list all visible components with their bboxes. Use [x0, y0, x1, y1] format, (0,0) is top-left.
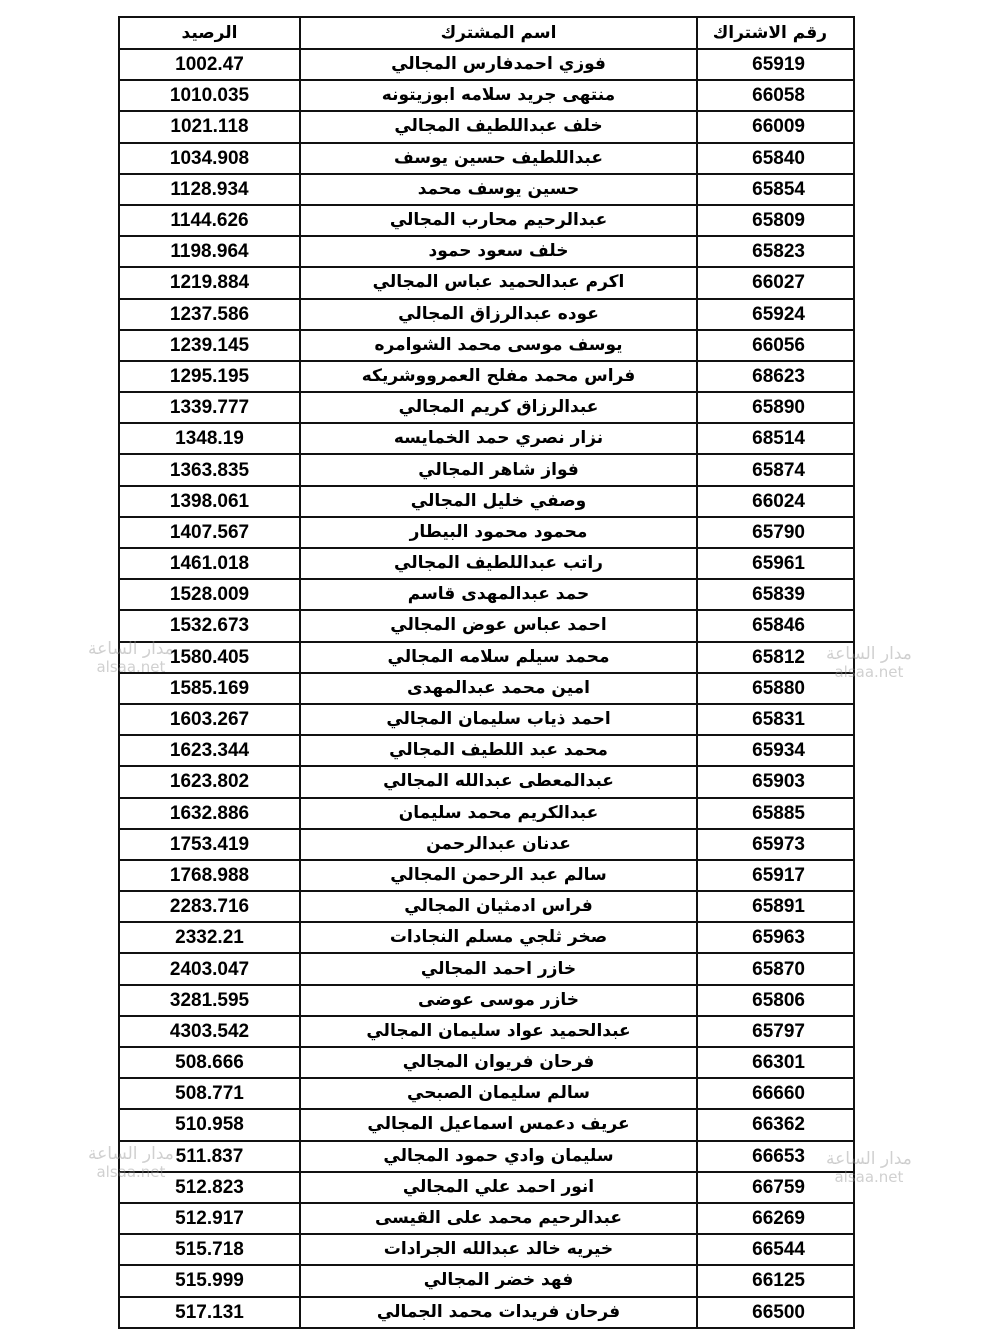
- subscription-number-cell: 66301: [697, 1047, 854, 1078]
- balance-cell: 1461.018: [119, 548, 300, 579]
- subscriber-name-cell: فراس محمد مفلح العمرووشريكه: [300, 361, 697, 392]
- balance-cell: 1010.035: [119, 80, 300, 111]
- subscriber-name-cell: محمود محمود البيطار: [300, 517, 697, 548]
- balance-cell: 1363.835: [119, 454, 300, 485]
- balance-cell: 1339.777: [119, 392, 300, 423]
- subscription-number-cell: 65885: [697, 798, 854, 829]
- subscription-number-cell: 65934: [697, 735, 854, 766]
- balance-cell: 1295.195: [119, 361, 300, 392]
- table-row: [119, 579, 854, 610]
- subscriber-name-cell: فواز شاهر المجالي: [300, 454, 697, 485]
- subscription-number-cell: 65924: [697, 299, 854, 330]
- subscription-number-cell: 68514: [697, 423, 854, 454]
- subscription-number-cell: 65812: [697, 642, 854, 673]
- subscription-number-cell: 65854: [697, 174, 854, 205]
- subscription-number-cell: 65880: [697, 673, 854, 704]
- table-row: [119, 174, 854, 205]
- subscriber-name-cell: خلف عبداللطيف المجالي: [300, 111, 697, 142]
- subscriber-name-cell: محمد سيلم سلامه المجالي: [300, 642, 697, 673]
- subscription-number-cell: 65823: [697, 236, 854, 267]
- table-row: [119, 423, 854, 454]
- subscription-number-cell: 65790: [697, 517, 854, 548]
- subscriber-name-cell: انور احمد علي المجالي: [300, 1172, 697, 1203]
- table-row: [119, 891, 854, 922]
- subscriber-name-cell: محمد عبد اللطيف المجالي: [300, 735, 697, 766]
- subscription-number-cell: 66660: [697, 1078, 854, 1109]
- subscriber-name-cell: عبدالكريم محمد سليمان: [300, 798, 697, 829]
- subscriber-name-cell: احمد ذياب سليمان المجالي: [300, 704, 697, 735]
- subscriber-name-cell: عبدالرحيم محارب المجالي: [300, 205, 697, 236]
- balance-cell: 4303.542: [119, 1016, 300, 1047]
- subscriber-name-cell: عبداللطيف حسين يوسف: [300, 143, 697, 174]
- table-row: [119, 299, 854, 330]
- table-row: [119, 1047, 854, 1078]
- table-row: [119, 985, 854, 1016]
- table-row: [119, 1297, 854, 1328]
- subscription-number-cell: 65917: [697, 860, 854, 891]
- subscriber-name-cell: وصفي خليل المجالي: [300, 486, 697, 517]
- table-row: [119, 267, 854, 298]
- balance-cell: 512.917: [119, 1203, 300, 1234]
- table-row: [119, 392, 854, 423]
- subscription-number-cell: 66024: [697, 486, 854, 517]
- table-row: [119, 143, 854, 174]
- subscribers-table: [118, 16, 855, 1329]
- watermark-arabic: مدار الساعة: [88, 639, 174, 659]
- balance-cell: 1034.908: [119, 143, 300, 174]
- subscriber-name-cell: منتهى جريد سلامه ابوزيتونه: [300, 80, 697, 111]
- subscription-number-cell: 66500: [697, 1297, 854, 1328]
- table-row: [119, 330, 854, 361]
- watermark-latin: alsaa.net: [96, 658, 166, 676]
- table-row: [119, 454, 854, 485]
- subscription-number-cell: 65891: [697, 891, 854, 922]
- balance-cell: 1198.964: [119, 236, 300, 267]
- subscriber-name-cell: عبدالرحيم محمد على القيسى: [300, 1203, 697, 1234]
- subscription-number-cell: 65846: [697, 610, 854, 641]
- balance-cell: 1532.673: [119, 610, 300, 641]
- subscriber-name-cell: راتب عبداللطيف المجالي: [300, 548, 697, 579]
- subscription-number-cell: 65797: [697, 1016, 854, 1047]
- balance-cell: 517.131: [119, 1297, 300, 1328]
- subscriber-name-cell: سليمان وادي حمود المجالي: [300, 1141, 697, 1172]
- table-row: [119, 205, 854, 236]
- subscription-number-cell: 66759: [697, 1172, 854, 1203]
- table-header-row: [119, 17, 854, 49]
- balance-cell: 1407.567: [119, 517, 300, 548]
- subscription-number-cell: 66653: [697, 1141, 854, 1172]
- table-row: [119, 798, 854, 829]
- table-row: [119, 1234, 854, 1265]
- balance-cell: 1398.061: [119, 486, 300, 517]
- subscription-number-cell: 65874: [697, 454, 854, 485]
- balance-cell: 1021.118: [119, 111, 300, 142]
- balance-cell: 512.823: [119, 1172, 300, 1203]
- subscriber-name-cell: فراس ادمثيان المجالي: [300, 891, 697, 922]
- balance-cell: 1623.344: [119, 735, 300, 766]
- subscription-number-cell: 65840: [697, 143, 854, 174]
- balance-cell: 2332.21: [119, 922, 300, 953]
- balance-cell: 2403.047: [119, 953, 300, 984]
- balance-cell: 1237.586: [119, 299, 300, 330]
- subscriber-name-cell: خلف سعود حمود: [300, 236, 697, 267]
- subscriber-name-cell: عدنان عبدالرحمن: [300, 829, 697, 860]
- balance-cell: 1603.267: [119, 704, 300, 735]
- subscription-number-cell: 65919: [697, 49, 854, 80]
- balance-cell: 1528.009: [119, 579, 300, 610]
- subscription-number-cell: 66125: [697, 1265, 854, 1296]
- balance-cell: 1623.802: [119, 766, 300, 797]
- subscriber-name-cell: يوسف موسى محمد الشوامره: [300, 330, 697, 361]
- table-row: [119, 1203, 854, 1234]
- balance-cell: 508.666: [119, 1047, 300, 1078]
- subscription-number-cell: 66056: [697, 330, 854, 361]
- table-body: [119, 49, 854, 1328]
- table-row: [119, 236, 854, 267]
- balance-cell: 515.999: [119, 1265, 300, 1296]
- table-row: [119, 642, 854, 673]
- table-row: [119, 1078, 854, 1109]
- subscription-number-cell: 65903: [697, 766, 854, 797]
- table-row: [119, 610, 854, 641]
- table-row: [119, 860, 854, 891]
- balance-cell: 1585.169: [119, 673, 300, 704]
- subscriber-name-cell: نزار نصري حمد الخمايسه: [300, 423, 697, 454]
- subscription-number-cell: 66058: [697, 80, 854, 111]
- subscription-number-cell: 66544: [697, 1234, 854, 1265]
- subscription-number-cell: 68623: [697, 361, 854, 392]
- subscription-number-cell: 65973: [697, 829, 854, 860]
- balance-cell: 1580.405: [119, 642, 300, 673]
- balance-cell: 1768.988: [119, 860, 300, 891]
- subscriber-name-cell: فهد خضر المجالي: [300, 1265, 697, 1296]
- subscription-number-cell: 65831: [697, 704, 854, 735]
- subscriber-name-cell: عبدالرزاق كريم المجالي: [300, 392, 697, 423]
- balance-cell: 3281.595: [119, 985, 300, 1016]
- subscriber-name-cell: فرحان فريدات محمد الجمالي: [300, 1297, 697, 1328]
- subscription-number-cell: 65961: [697, 548, 854, 579]
- subscription-number-cell: 65839: [697, 579, 854, 610]
- table-row: [119, 1265, 854, 1296]
- table-row: [119, 673, 854, 704]
- table-row: [119, 361, 854, 392]
- table-row: [119, 1109, 854, 1140]
- balance-cell: 1128.934: [119, 174, 300, 205]
- watermark-latin: alsaa.net: [96, 1163, 166, 1181]
- subscription-number-cell: 66027: [697, 267, 854, 298]
- subscriber-name-cell: حسين يوسف محمد: [300, 174, 697, 205]
- balance-cell: 1632.886: [119, 798, 300, 829]
- balance-cell: 1239.145: [119, 330, 300, 361]
- table-row: [119, 80, 854, 111]
- subscription-number-cell: 65870: [697, 953, 854, 984]
- subscriber-name-cell: سالم عبد الرحمن المجالي: [300, 860, 697, 891]
- table-row: [119, 548, 854, 579]
- table-row: [119, 517, 854, 548]
- subscription-number-cell: 65806: [697, 985, 854, 1016]
- table-row: [119, 49, 854, 80]
- table-row: [119, 829, 854, 860]
- subscriber-name-cell: احمد عباس عوض المجالي: [300, 610, 697, 641]
- balance-cell: 511.837: [119, 1141, 300, 1172]
- subscription-number-cell: 65963: [697, 922, 854, 953]
- table-row: [119, 1141, 854, 1172]
- subscriber-name-cell: عبدالمعطى عبدالله المجالي: [300, 766, 697, 797]
- subscription-number-cell: 66009: [697, 111, 854, 142]
- balance-cell: 1219.884: [119, 267, 300, 298]
- table-row: [119, 704, 854, 735]
- subscription-number-cell: 65809: [697, 205, 854, 236]
- subscription-number-cell: 66269: [697, 1203, 854, 1234]
- watermark-arabic: مدار الساعة: [826, 1149, 912, 1169]
- subscriber-name-cell: فرحان فريوان المجالي: [300, 1047, 697, 1078]
- ledger-page: [118, 16, 853, 1329]
- table-row: [119, 766, 854, 797]
- subscriber-name-cell: خازر موسى عوضى: [300, 985, 697, 1016]
- table-row: [119, 953, 854, 984]
- subscriber-name-cell: اكرم عبدالحميد عباس المجالي: [300, 267, 697, 298]
- balance-cell: 1002.47: [119, 49, 300, 80]
- balance-cell: 1348.19: [119, 423, 300, 454]
- table-row: [119, 735, 854, 766]
- header-subscription-number: رقم الاشتراك: [697, 17, 854, 49]
- subscriber-name-cell: خازر احمد المجالي: [300, 953, 697, 984]
- table-row: [119, 922, 854, 953]
- subscriber-name-cell: سالم سليمان الصبحي: [300, 1078, 697, 1109]
- subscriber-name-cell: خيريه خالد عبدالله الجرادات: [300, 1234, 697, 1265]
- subscription-number-cell: 65890: [697, 392, 854, 423]
- subscriber-name-cell: عوده عبدالرزاق المجالي: [300, 299, 697, 330]
- balance-cell: 510.958: [119, 1109, 300, 1140]
- subscriber-name-cell: عبدالحميد عواد سليمان المجالي: [300, 1016, 697, 1047]
- table-row: [119, 1016, 854, 1047]
- header-subscriber-name: اسم المشترك: [300, 17, 697, 49]
- table-row: [119, 1172, 854, 1203]
- watermark-latin: alsaa.net: [834, 1168, 904, 1186]
- subscriber-name-cell: امين محمد عبدالمهدى: [300, 673, 697, 704]
- watermark-arabic: مدار الساعة: [88, 1144, 174, 1164]
- subscriber-name-cell: حمد عبدالمهدى قاسم: [300, 579, 697, 610]
- table-row: [119, 111, 854, 142]
- balance-cell: 508.771: [119, 1078, 300, 1109]
- balance-cell: 1144.626: [119, 205, 300, 236]
- subscription-number-cell: 66362: [697, 1109, 854, 1140]
- balance-cell: 2283.716: [119, 891, 300, 922]
- watermark-arabic: مدار الساعة: [826, 644, 912, 664]
- subscriber-name-cell: فوزي احمدفارس المجالي: [300, 49, 697, 80]
- subscriber-name-cell: صخر ثلجي مسلم النجادات: [300, 922, 697, 953]
- subscriber-name-cell: عريف دعمس اسماعيل المجالي: [300, 1109, 697, 1140]
- watermark-latin: alsaa.net: [834, 663, 904, 681]
- table-row: [119, 486, 854, 517]
- balance-cell: 515.718: [119, 1234, 300, 1265]
- header-balance: الرصيد: [119, 17, 300, 49]
- balance-cell: 1753.419: [119, 829, 300, 860]
